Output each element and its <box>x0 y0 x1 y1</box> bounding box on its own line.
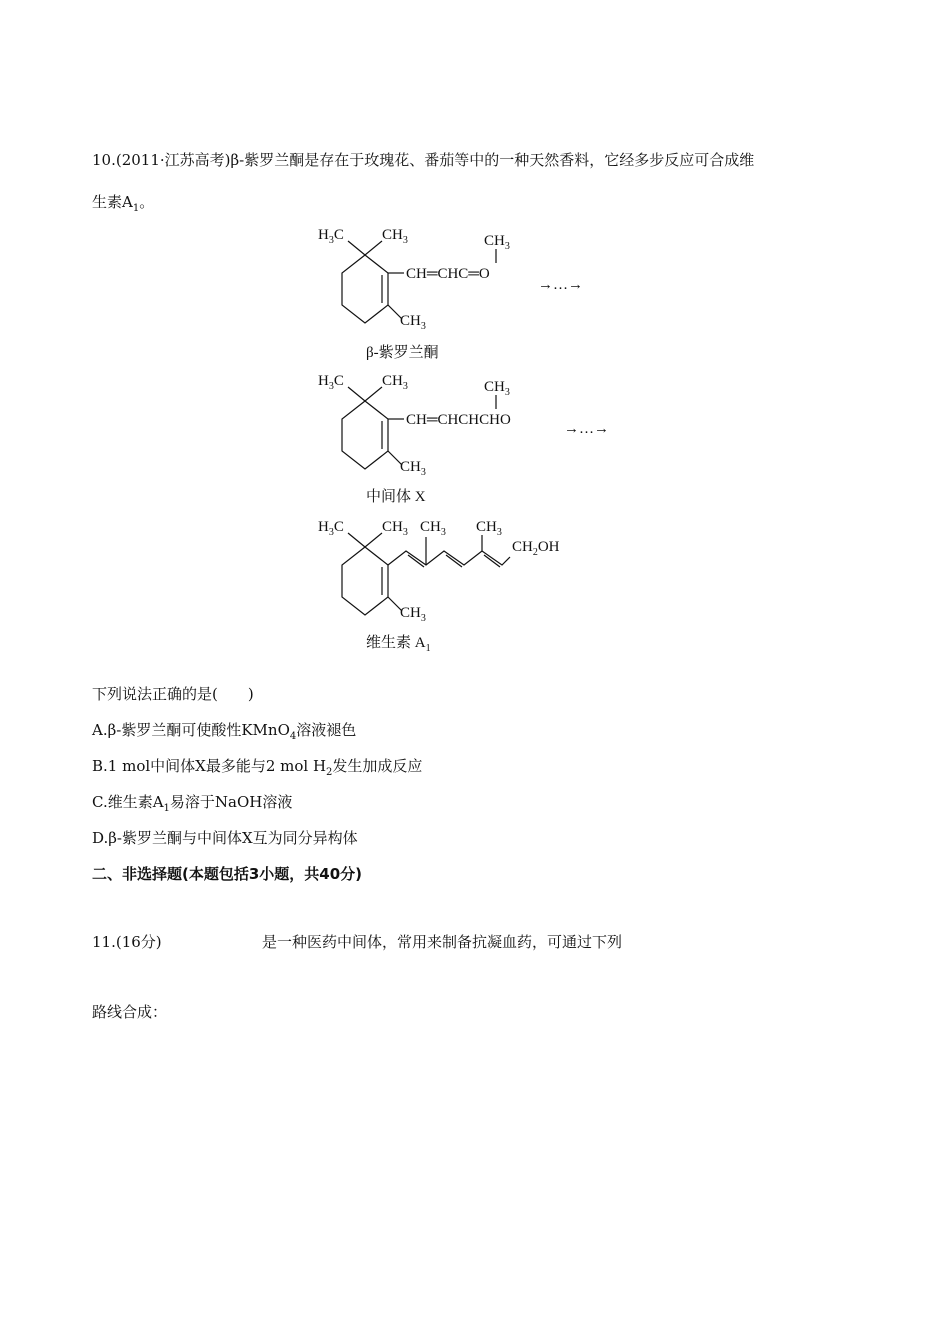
q11-text: 是一种医药中间体，常用来制备抗凝血药，可通过下列 <box>262 933 623 951</box>
svg-text:H3C: $H_3C$ <box>318 373 344 392</box>
reaction-arrow-2: →…→ <box>564 421 609 437</box>
svg-text:CH3: $CH_3$ <box>382 227 408 246</box>
svg-text:CH3: $CH_3$ <box>400 313 426 332</box>
svg-text:CH3: $CH_3$ <box>382 373 408 392</box>
h3c-label: H <box>318 227 329 243</box>
caption-vitamin-a1: 维生素 $A_1$ <box>366 635 431 654</box>
structure-intermediate-x <box>318 373 609 505</box>
q11-number: 11.(16分) <box>92 933 162 951</box>
svg-text:CH3: $CH_3$ <box>400 605 426 624</box>
q10-line2 <box>92 192 154 215</box>
q10-line1: 10.(2011·江苏高考)β-紫罗兰酮是存在于玫瑰花、番茄等中的一种天然香料，它经多步反应可合成维 <box>92 151 755 169</box>
structure-vitamin-a1 <box>318 519 560 654</box>
section2-title: 二、非选择题(本题包括3小题，共40分) <box>92 865 363 883</box>
q11-line2: 路线合成： <box>92 1003 168 1021</box>
svg-text:CH3: $CH_3$ <box>382 519 408 538</box>
q10-line2-post: 。 <box>139 193 155 211</box>
q10-prompt: 下列说法正确的是( ) <box>92 685 254 703</box>
chain-text-2: CH═CHCHCHO <box>406 412 511 428</box>
svg-text:CH3: $CH_3$ <box>484 233 510 252</box>
q10-line2-sub: 1 <box>132 203 140 214</box>
option-a: A.β-紫罗兰酮可使酸性KMnO$_4$溶液褪色 <box>92 721 357 742</box>
tail-text: $CH_2OH$ <box>512 539 560 558</box>
caption-intermediate-x: 中间体 X <box>366 489 426 505</box>
option-d: D.β-紫罗兰酮与中间体X互为同分异构体 <box>92 829 358 847</box>
svg-text:CH3: $CH_3$ <box>484 379 510 398</box>
caption-beta-ionone: β-紫罗兰酮 <box>366 345 439 361</box>
svg-text:H3C: $H_3C$ <box>318 227 344 246</box>
svg-text:CH3: $CH_3$ <box>400 459 426 478</box>
svg-text:CH3: $CH_3$ <box>476 519 502 538</box>
svg-text:CH3: $CH_3$ <box>420 519 446 538</box>
ring-bonds-1 <box>342 255 388 323</box>
chain-text-1: CH═CHC═O <box>406 266 490 282</box>
option-c: C.维生素$A_1$易溶于NaOH溶液 <box>92 793 293 814</box>
svg-text:H3C: $H_3C$ <box>318 519 344 538</box>
q10-line2-pre: 生素A <box>92 193 133 211</box>
structure-beta-ionone <box>318 227 583 361</box>
option-b: B.1 mol中间体X最多能与2 mol $H_2$发生加成反应 <box>92 757 423 778</box>
reaction-arrow-1: →…→ <box>538 277 583 293</box>
chemical-structures <box>300 215 660 665</box>
